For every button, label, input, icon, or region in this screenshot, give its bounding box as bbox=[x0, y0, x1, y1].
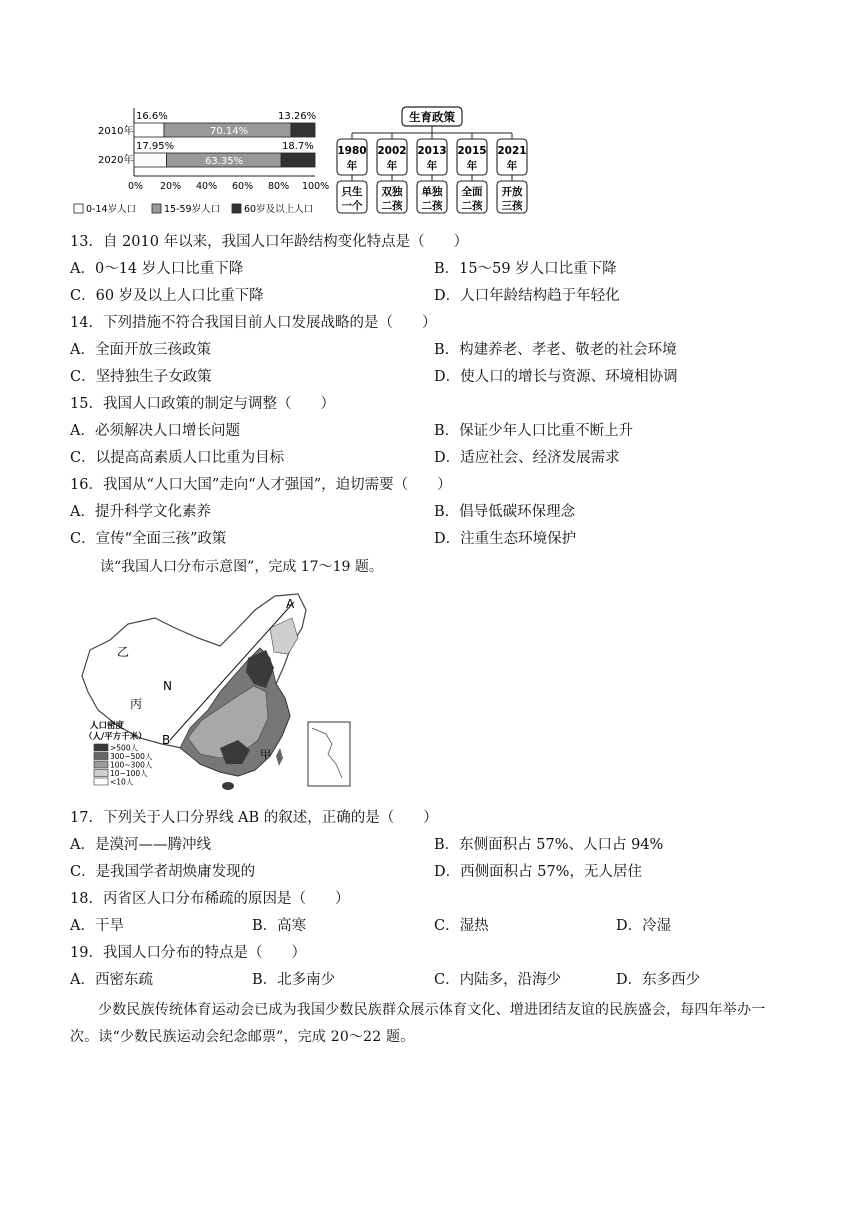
row-label-2010: 2010年 bbox=[98, 126, 134, 137]
legend-swatch-0-14 bbox=[74, 204, 83, 213]
question-15-option-c[interactable]: C．以提高高素质人口比重为目标 bbox=[70, 450, 285, 466]
map-legend-swatch bbox=[94, 753, 108, 760]
policy-name-line1: 双独 bbox=[381, 186, 403, 198]
question-19-option-c[interactable]: C．内陆多，沿海少 bbox=[434, 972, 562, 988]
map-intro: 读“我国人口分布示意图”，完成 17～19 题。 bbox=[100, 559, 383, 575]
bar-2010-0-14 bbox=[134, 123, 164, 137]
map-label-yi: 乙 bbox=[117, 645, 130, 659]
question-16-stem: 16．我国从“人口大国”走向“人才强国”，迫切需要（ ） bbox=[70, 477, 452, 493]
south-china-sea-inset bbox=[308, 722, 350, 786]
map-label-bing: 丙 bbox=[130, 697, 143, 711]
tick-60: 60% bbox=[232, 181, 254, 192]
tick-0: 0% bbox=[128, 181, 144, 192]
question-15-option-a[interactable]: A．必须解决人口增长问题 bbox=[70, 423, 240, 439]
policy-year-unit: 年 bbox=[386, 160, 398, 172]
question-14-option-a[interactable]: A．全面开放三孩政策 bbox=[70, 342, 211, 358]
policy-name-line1: 只生 bbox=[341, 186, 363, 198]
bar-2020-0-14 bbox=[134, 153, 167, 167]
hainan-island bbox=[222, 782, 234, 790]
policy-name-line2: 三孩 bbox=[501, 200, 523, 212]
map-label-n: N bbox=[163, 679, 172, 693]
label-2020-15-59: 63.35% bbox=[205, 156, 244, 167]
bar-2020-60plus bbox=[281, 153, 315, 167]
question-18-option-b[interactable]: B．高寒 bbox=[252, 918, 307, 934]
map-legend-label: >500人 bbox=[110, 743, 139, 753]
question-17-option-a[interactable]: A．是漠河——腾冲线 bbox=[70, 837, 211, 853]
question-15-option-b[interactable]: B．保证少年人口比重不断上升 bbox=[434, 423, 634, 439]
policy-year: 2021 bbox=[497, 145, 527, 157]
label-2020-0-14: 17.95% bbox=[136, 141, 175, 152]
question-16-option-c[interactable]: C．宣传“全面三孩”政策 bbox=[70, 531, 227, 547]
question-14-option-b[interactable]: B．构建养老、孝老、敬老的社会环境 bbox=[434, 342, 677, 358]
policy-year-unit: 年 bbox=[466, 160, 478, 172]
legend-15-59: 15-59岁人口 bbox=[164, 204, 221, 215]
question-17-option-d[interactable]: D．西侧面积占 57%，无人居住 bbox=[434, 864, 642, 880]
policy-name-line2: 二孩 bbox=[461, 200, 483, 212]
map-legend-swatch bbox=[94, 770, 108, 777]
tick-80: 80% bbox=[268, 181, 290, 192]
question-17-stem: 17．下列关于人口分界线 AB 的叙述，正确的是（ ） bbox=[70, 810, 438, 826]
policy-year: 2002 bbox=[377, 145, 407, 157]
question-17-option-b[interactable]: B．东侧面积占 57%、人口占 94% bbox=[434, 837, 664, 853]
map-label-b: B bbox=[162, 733, 171, 747]
map-legend-label: 10~100人 bbox=[110, 769, 148, 778]
policy-name-line1: 全面 bbox=[461, 186, 483, 198]
question-13-option-d[interactable]: D．人口年龄结构趋于年轻化 bbox=[434, 288, 620, 304]
policy-name-line1: 开放 bbox=[501, 186, 523, 198]
policy-name-line1: 单独 bbox=[421, 186, 443, 198]
map-label-jia: 甲 bbox=[260, 748, 271, 761]
map-label-a: A bbox=[286, 597, 295, 611]
question-13-option-a[interactable]: A．0～14 岁人口比重下降 bbox=[70, 261, 244, 277]
label-2010-0-14: 16.6% bbox=[136, 111, 168, 122]
question-14-option-d[interactable]: D．使人口的增长与资源、环境相协调 bbox=[434, 369, 678, 385]
policy-name-line2: 二孩 bbox=[381, 200, 403, 212]
policy-name-line2: 一个 bbox=[341, 200, 363, 212]
label-2010-60plus: 13.26% bbox=[278, 111, 317, 122]
question-13-option-b[interactable]: B．15～59 岁人口比重下降 bbox=[434, 261, 617, 277]
question-16-option-a[interactable]: A．提升科学文化素养 bbox=[70, 504, 211, 520]
policy-year-unit: 年 bbox=[426, 160, 438, 172]
legend-swatch-15-59 bbox=[152, 204, 161, 213]
question-17-option-c[interactable]: C．是我国学者胡焕庸发现的 bbox=[70, 864, 256, 880]
policy-title: 生育政策 bbox=[409, 110, 455, 124]
map-legend-swatch bbox=[94, 761, 108, 768]
map-legend-swatch bbox=[94, 744, 108, 751]
map-legend-label: <10人 bbox=[110, 777, 134, 787]
question-16-option-d[interactable]: D．注重生态环境保护 bbox=[434, 531, 577, 547]
question-16-option-b[interactable]: B．倡导低碳环保理念 bbox=[434, 504, 576, 520]
policy-year-unit: 年 bbox=[506, 160, 518, 172]
legend-title: 人口密度 bbox=[90, 721, 125, 731]
tick-40: 40% bbox=[196, 181, 218, 192]
policy-name-line2: 二孩 bbox=[421, 200, 443, 212]
question-15-stem: 15．我国人口政策的制定与调整（ ） bbox=[70, 396, 335, 412]
map-legend-swatch bbox=[94, 778, 108, 785]
policy-year: 1980 bbox=[337, 145, 367, 157]
question-18-stem: 18．丙省区人口分布稀疏的原因是（ ） bbox=[70, 891, 350, 907]
tick-100: 100% bbox=[302, 181, 330, 192]
policy-year: 2015 bbox=[457, 145, 487, 157]
legend-60plus: 60岁及以上人口 bbox=[244, 204, 314, 215]
stamp-intro: 少数民族传统体育运动会已成为我国少数民族群众展示体育文化、增进团结友谊的民族盛会，每四年举办一次。读“少数民族运动会纪念邮票”，完成 20～22 题。 bbox=[70, 1002, 766, 1045]
population-map bbox=[70, 588, 360, 798]
label-2020-60plus: 18.7% bbox=[282, 141, 314, 152]
legend-swatch-60plus bbox=[232, 204, 241, 213]
question-19-option-a[interactable]: A．西密东疏 bbox=[70, 972, 153, 988]
legend-unit: （人/平方千米） bbox=[84, 732, 147, 742]
legend-0-14: 0-14岁人口 bbox=[86, 204, 137, 215]
question-18-option-c[interactable]: C．湿热 bbox=[434, 918, 489, 934]
bar-2010-60plus bbox=[291, 123, 315, 137]
age-structure-chart bbox=[70, 100, 340, 225]
question-18-option-a[interactable]: A．干旱 bbox=[70, 918, 124, 934]
question-18-option-d[interactable]: D．冷湿 bbox=[616, 918, 672, 934]
taiwan-island bbox=[276, 748, 283, 766]
question-15-option-d[interactable]: D．适应社会、经济发展需求 bbox=[434, 450, 620, 466]
question-14-option-c[interactable]: C．坚持独生子女政策 bbox=[70, 369, 212, 385]
policy-year-unit: 年 bbox=[346, 160, 358, 172]
question-19-option-b[interactable]: B．北多南少 bbox=[252, 972, 336, 988]
label-2010-15-59: 70.14% bbox=[210, 126, 249, 137]
tick-20: 20% bbox=[160, 181, 182, 192]
policy-diagram bbox=[330, 103, 540, 218]
question-13-stem: 13．自 2010 年以来，我国人口年龄结构变化特点是（ ） bbox=[70, 234, 469, 250]
question-19-stem: 19．我国人口分布的特点是（ ） bbox=[70, 945, 306, 961]
policy-year: 2013 bbox=[417, 145, 447, 157]
question-19-option-d[interactable]: D．东多西少 bbox=[616, 972, 701, 988]
map-legend-label: 100~300人 bbox=[110, 760, 153, 770]
question-13-option-c[interactable]: C．60 岁及以上人口比重下降 bbox=[70, 288, 264, 304]
question-14-stem: 14．下列措施不符合我国目前人口发展战略的是（ ） bbox=[70, 315, 437, 331]
map-legend-label: 300~500人 bbox=[110, 752, 153, 761]
row-label-2020: 2020年 bbox=[98, 155, 134, 166]
